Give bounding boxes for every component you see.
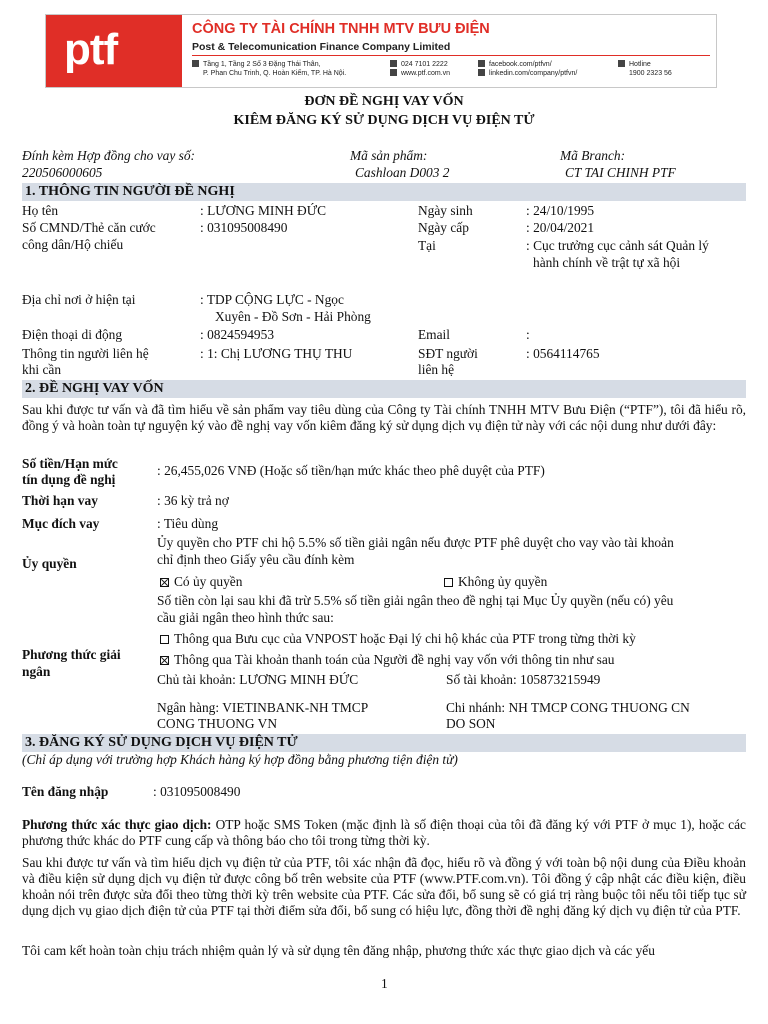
authorization-no-label: Không ủy quyền (458, 574, 548, 589)
mobile-label: Điện thoại di động (22, 327, 123, 342)
company-name-en: Post & Telecomunication Finance Company Limited (192, 41, 451, 53)
id-value: : 031095008490 (200, 220, 288, 235)
issue-date-value: : 20/04/2021 (526, 220, 595, 235)
purpose-value: : Tiêu dùng (157, 516, 219, 531)
address-block (192, 60, 346, 78)
contract-number: 220506000605 (22, 165, 103, 180)
address-value-2: Xuyên - Đồ Sơn - Hải Phòng (215, 309, 371, 324)
auth-method-label: Phương thức xác thực giao dịch: (22, 817, 212, 832)
header-divider (192, 55, 710, 56)
issue-date-label: Ngày cấp (418, 220, 469, 235)
contact-label-1: Thông tin người liên hệ (22, 346, 149, 361)
location-icon (192, 60, 199, 67)
disbursement-account-option[interactable] (160, 652, 615, 668)
contact-phone-value: : 0564114765 (526, 346, 600, 361)
branch-code: CT TAI CHINH PTF (565, 165, 676, 180)
address-value-1: : TDP CỘNG LỰC - Ngọc (200, 292, 344, 307)
hotline-block (618, 60, 672, 78)
amount-label-2: tín dụng đề nghị (22, 472, 116, 487)
address-label: Địa chỉ nơi ở hiện tại (22, 292, 136, 307)
mobile-value: : 0824594953 (200, 327, 275, 342)
id-label-2: công dân/Hộ chiếu (22, 237, 124, 252)
commitment-paragraph: Tôi cam kết hoàn toàn chịu trách nhiệm quản lý và sử dụng tên đăng nhập, phương thức xác thực giao dịch và các yếu (22, 943, 655, 958)
contact-phone-label-2: liên hệ (418, 362, 455, 377)
phone-web-block (390, 60, 450, 78)
section1-title: 1. THÔNG TIN NGƯỜI ĐỀ NGHỊ (22, 183, 746, 201)
bank-name-2: CONG THUONG VN (157, 716, 278, 731)
section2-title: 2. ĐỀ NGHỊ VAY VỐN (22, 380, 746, 398)
letterhead (45, 14, 717, 88)
contract-label: Đính kèm Hợp đồng cho vay số: (22, 148, 195, 163)
purpose-label: Mục đích vay (22, 516, 100, 531)
form-title-line2: KIÊM ĐĂNG KÝ SỬ DỤNG DỊCH VỤ ĐIỆN TỬ (233, 113, 535, 128)
authorization-yes-checkbox[interactable] (160, 578, 169, 587)
id-label-1: Số CMND/Thẻ căn cước (22, 220, 156, 235)
logo-text: ptf (64, 25, 118, 74)
address-line2: P. Phan Chu Trinh, Q. Hoàn Kiếm, TP. Hà Nội. (203, 70, 347, 77)
linkedin-icon (478, 69, 485, 76)
issue-place-label: Tại (418, 238, 436, 253)
company-name: CÔNG TY TÀI CHÍNH TNHH MTV BƯU ĐIỆN (192, 21, 490, 37)
ptf-logo (46, 15, 182, 87)
loan-intro: Sau khi được tư vấn và đã tìm hiểu về sản phẩm vay tiêu dùng của Công ty Tài chính TNHH MTV Bưu Điện (“PTF”), tôi đã hiểu rõ, đồng ý và hoàn toàn tự nguyện ký vào đề nghị vay vốn kiêm đăng ký sử dụng dịch vụ điện tử này với các nội dung như dưới đây: (22, 402, 746, 433)
facebook: facebook.com/ptfvn/ (489, 61, 552, 68)
authorization-no-checkbox[interactable] (444, 578, 453, 587)
name-label: Họ tên (22, 203, 59, 218)
authorization-text-2: chỉ định theo Giấy yêu cầu đính kèm (157, 552, 355, 567)
address-line1: Tầng 1, Tầng 2 Số 3 Đặng Thái Thân, (203, 61, 321, 68)
authorization-yes-label: Có ủy quyền (174, 574, 243, 589)
disbursement-account-checkbox[interactable] (160, 656, 169, 665)
product-code: Cashloan D003 2 (355, 165, 450, 180)
web-icon (390, 69, 397, 76)
disbursement-post-checkbox[interactable] (160, 635, 169, 644)
auth-method-text: OTP hoặc SMS Token (mặc định là số điện thoại của tôi đã đăng ký với PTF ở mục 1), hoặc các phương thức khác do PTF cung cấp và thông báo cho tôi trong từng thời kỳ. (22, 817, 746, 848)
bank-name-1: Ngân hàng: VIETINBANK-NH TMCP (157, 700, 369, 715)
email-label: Email (418, 327, 450, 342)
issue-place-value-2: hành chính về trật tự xã hội (533, 255, 681, 270)
account-number: Số tài khoản: 105873215949 (446, 672, 601, 687)
amount-label-1: Số tiền/Hạn mức (22, 456, 118, 471)
authorization-no-option[interactable] (444, 574, 547, 590)
authorization-yes-option[interactable] (160, 574, 242, 590)
disbursement-label-2: ngân (22, 664, 51, 679)
contact-value: : 1: Chị LƯƠNG THỤ THU (200, 346, 353, 361)
auth-method (22, 817, 746, 849)
bank-branch-1: Chi nhánh: NH TMCP CONG THUONG CN (446, 700, 690, 715)
name-value: : LƯƠNG MINH ĐỨC (200, 203, 327, 218)
contact-label-2: khi cần (22, 362, 62, 377)
email-value: : (526, 327, 530, 342)
product-label: Mã sản phẩm: (350, 148, 428, 163)
amount-value: : 26,455,026 VNĐ (Hoặc số tiền/hạn mức khác theo phê duyệt của PTF) (157, 463, 545, 478)
disbursement-post-option[interactable] (160, 631, 636, 647)
linkedin: linkedin.com/company/ptfvn/ (489, 70, 578, 77)
hotline-icon (618, 60, 625, 67)
section3-note: (Chỉ áp dụng với trường hợp Khách hàng ký hợp đồng bằng phương tiện điện tử) (22, 752, 458, 767)
section3-title: 3. ĐĂNG KÝ SỬ DỤNG DỊCH VỤ ĐIỆN TỬ (22, 734, 746, 752)
branch-label: Mã Branch: (560, 148, 626, 163)
dob-value: : 24/10/1995 (526, 203, 595, 218)
page-number: 1 (381, 976, 388, 991)
disbursement-post-label: Thông qua Bưu cục của VNPOST hoặc Đại lý chi hộ khác của PTF trong từng thời kỳ (174, 631, 636, 646)
account-holder: Chủ tài khoản: LƯƠNG MINH ĐỨC (157, 672, 359, 687)
term-value: : 36 kỳ trả nợ (157, 493, 229, 508)
dob-label: Ngày sinh (418, 203, 473, 218)
disbursement-text-2: cầu giải ngân theo hình thức sau: (157, 610, 334, 625)
authorization-label: Ủy quyền (22, 556, 77, 571)
disbursement-label-1: Phương thức giải (22, 647, 121, 662)
social-block (478, 60, 577, 78)
terms-paragraph: Sau khi được tư vấn và tìm hiểu dịch vụ điện tử của PTF, tôi xác nhận đã đọc, hiểu rõ và đồng ý với toàn bộ nội dung của Điều khoản và điều kiện sử dụng dịch vụ điện tử được công bố trên website của PTF (www.PTF.com.vn). Tôi đồng ý cập nhật các điều kiện, điều khoản nói trên được sửa đổi theo từng thời kỳ trên website của PTF. Các sửa đổi, bổ sung sẽ có giá trị ràng buộc tôi nếu tôi tiếp tục sử dụng dịch vụ giao dịch điện tử của PTF tại thời điểm sửa đổi, bổ sung có hiệu lực, đồng thời đề nghị đăng ký dịch vụ điện tử của PTF. (22, 855, 746, 918)
facebook-icon (478, 60, 485, 67)
username-label: Tên đăng nhập (22, 784, 109, 799)
form-title-line1: ĐƠN ĐỀ NGHỊ VAY VỐN (304, 94, 464, 109)
term-label: Thời hạn vay (22, 493, 98, 508)
disbursement-text-1: Số tiền còn lại sau khi đã trừ 5.5% số tiền giải ngân theo đề nghị tại Mục Ủy quyền (nếu có) yêu (157, 593, 674, 608)
bank-branch-2: DO SON (446, 716, 496, 731)
phone-icon (390, 60, 397, 67)
authorization-text-1: Ủy quyền cho PTF chi hộ 5.5% số tiền giải ngân nếu được PTF phê duyệt cho vay vào tài khoản (157, 535, 674, 550)
contact-phone-label-1: SĐT người (418, 346, 478, 361)
website: www.ptf.com.vn (401, 70, 451, 77)
hotline: 1900 2323 56 (629, 70, 672, 77)
phone: 024 7101 2222 (401, 61, 448, 68)
disbursement-account-label: Thông qua Tài khoản thanh toán của Người đề nghị vay vốn với thông tin như sau (174, 652, 615, 667)
username-value: : 031095008490 (153, 784, 241, 799)
hotline-label: Hotline (629, 61, 651, 68)
issue-place-value-1: : Cục trưởng cục cảnh sát Quản lý (526, 238, 709, 253)
